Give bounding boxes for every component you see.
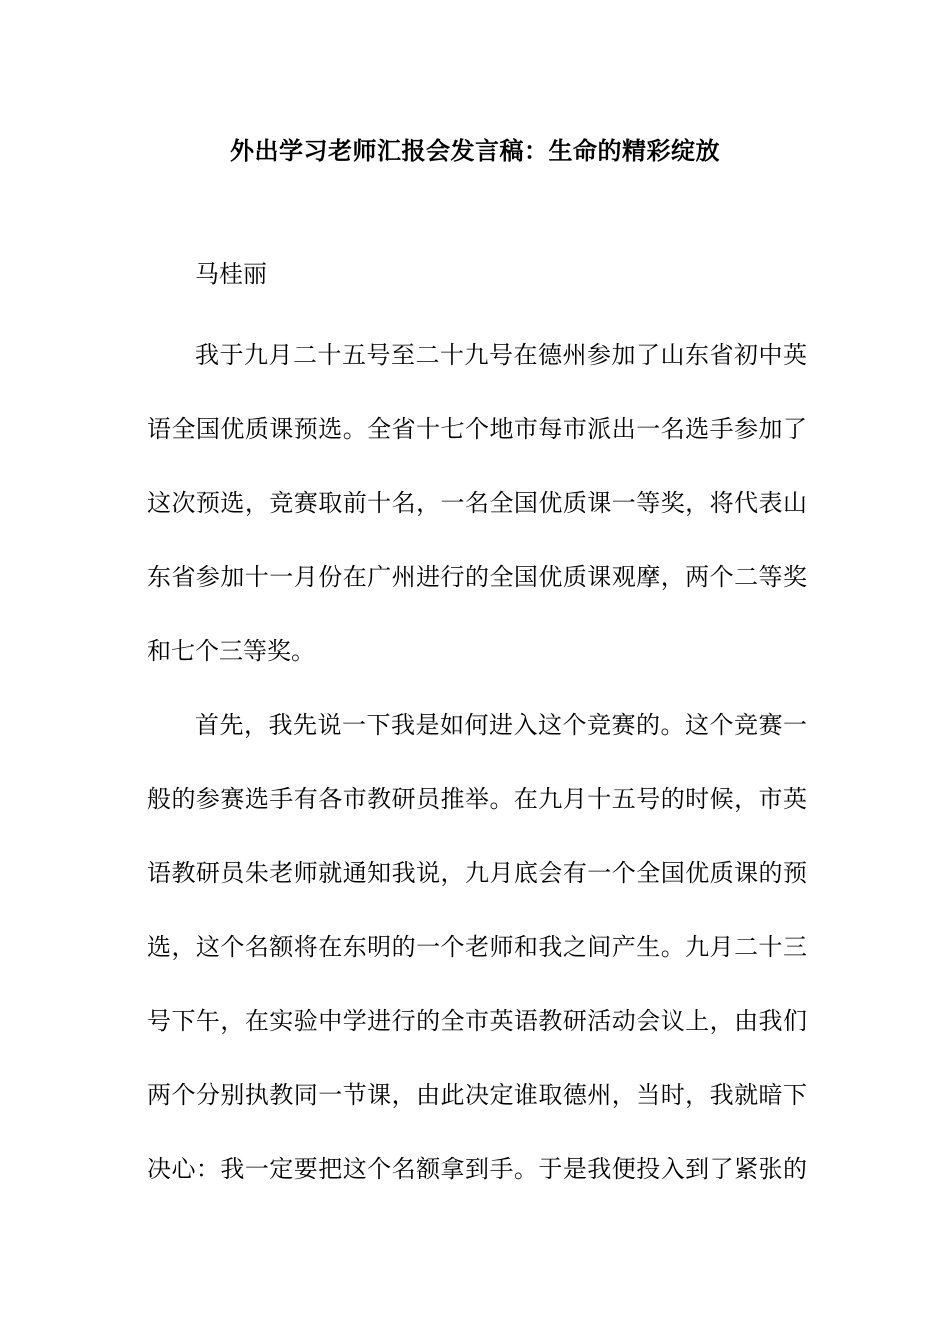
paragraph-line: 选，这个名额将在东明的一个老师和我之间产生。九月二十三 (147, 933, 807, 961)
paragraph-line: 东省参加十一月份在广州进行的全国优质课观摩，两个二等奖 (147, 563, 807, 591)
paragraph-line: 我于九月二十五号至二十九号在德州参加了山东省初中英 (195, 341, 807, 369)
paragraph-line: 和七个三等奖。 (147, 637, 315, 665)
paragraph-line: 语教研员朱老师就通知我说，九月底会有一个全国优质课的预 (147, 859, 807, 887)
paragraph-line: 两个分别执教同一节课，由此决定谁取德州，当时，我就暗下 (147, 1081, 807, 1109)
paragraph-line: 首先，我先说一下我是如何进入这个竞赛的。这个竞赛一 (195, 711, 807, 739)
paragraph-line: 决心：我一定要把这个名额拿到手。于是我便投入到了紧张的 (147, 1155, 807, 1183)
paragraph-line: 这次预选，竞赛取前十名，一名全国优质课一等奖，将代表山 (147, 489, 807, 517)
author-name: 马桂丽 (195, 260, 267, 288)
paragraph-line: 语全国优质课预选。全省十七个地市每市派出一名选手参加了 (147, 415, 807, 443)
paragraph-line: 般的参赛选手有各市教研员推举。在九月十五号的时候，市英 (147, 785, 807, 813)
document-title: 外出学习老师汇报会发言稿：生命的精彩绽放 (230, 136, 720, 165)
paragraph-line: 号下午，在实验中学进行的全市英语教研活动会议上，由我们 (147, 1007, 807, 1035)
